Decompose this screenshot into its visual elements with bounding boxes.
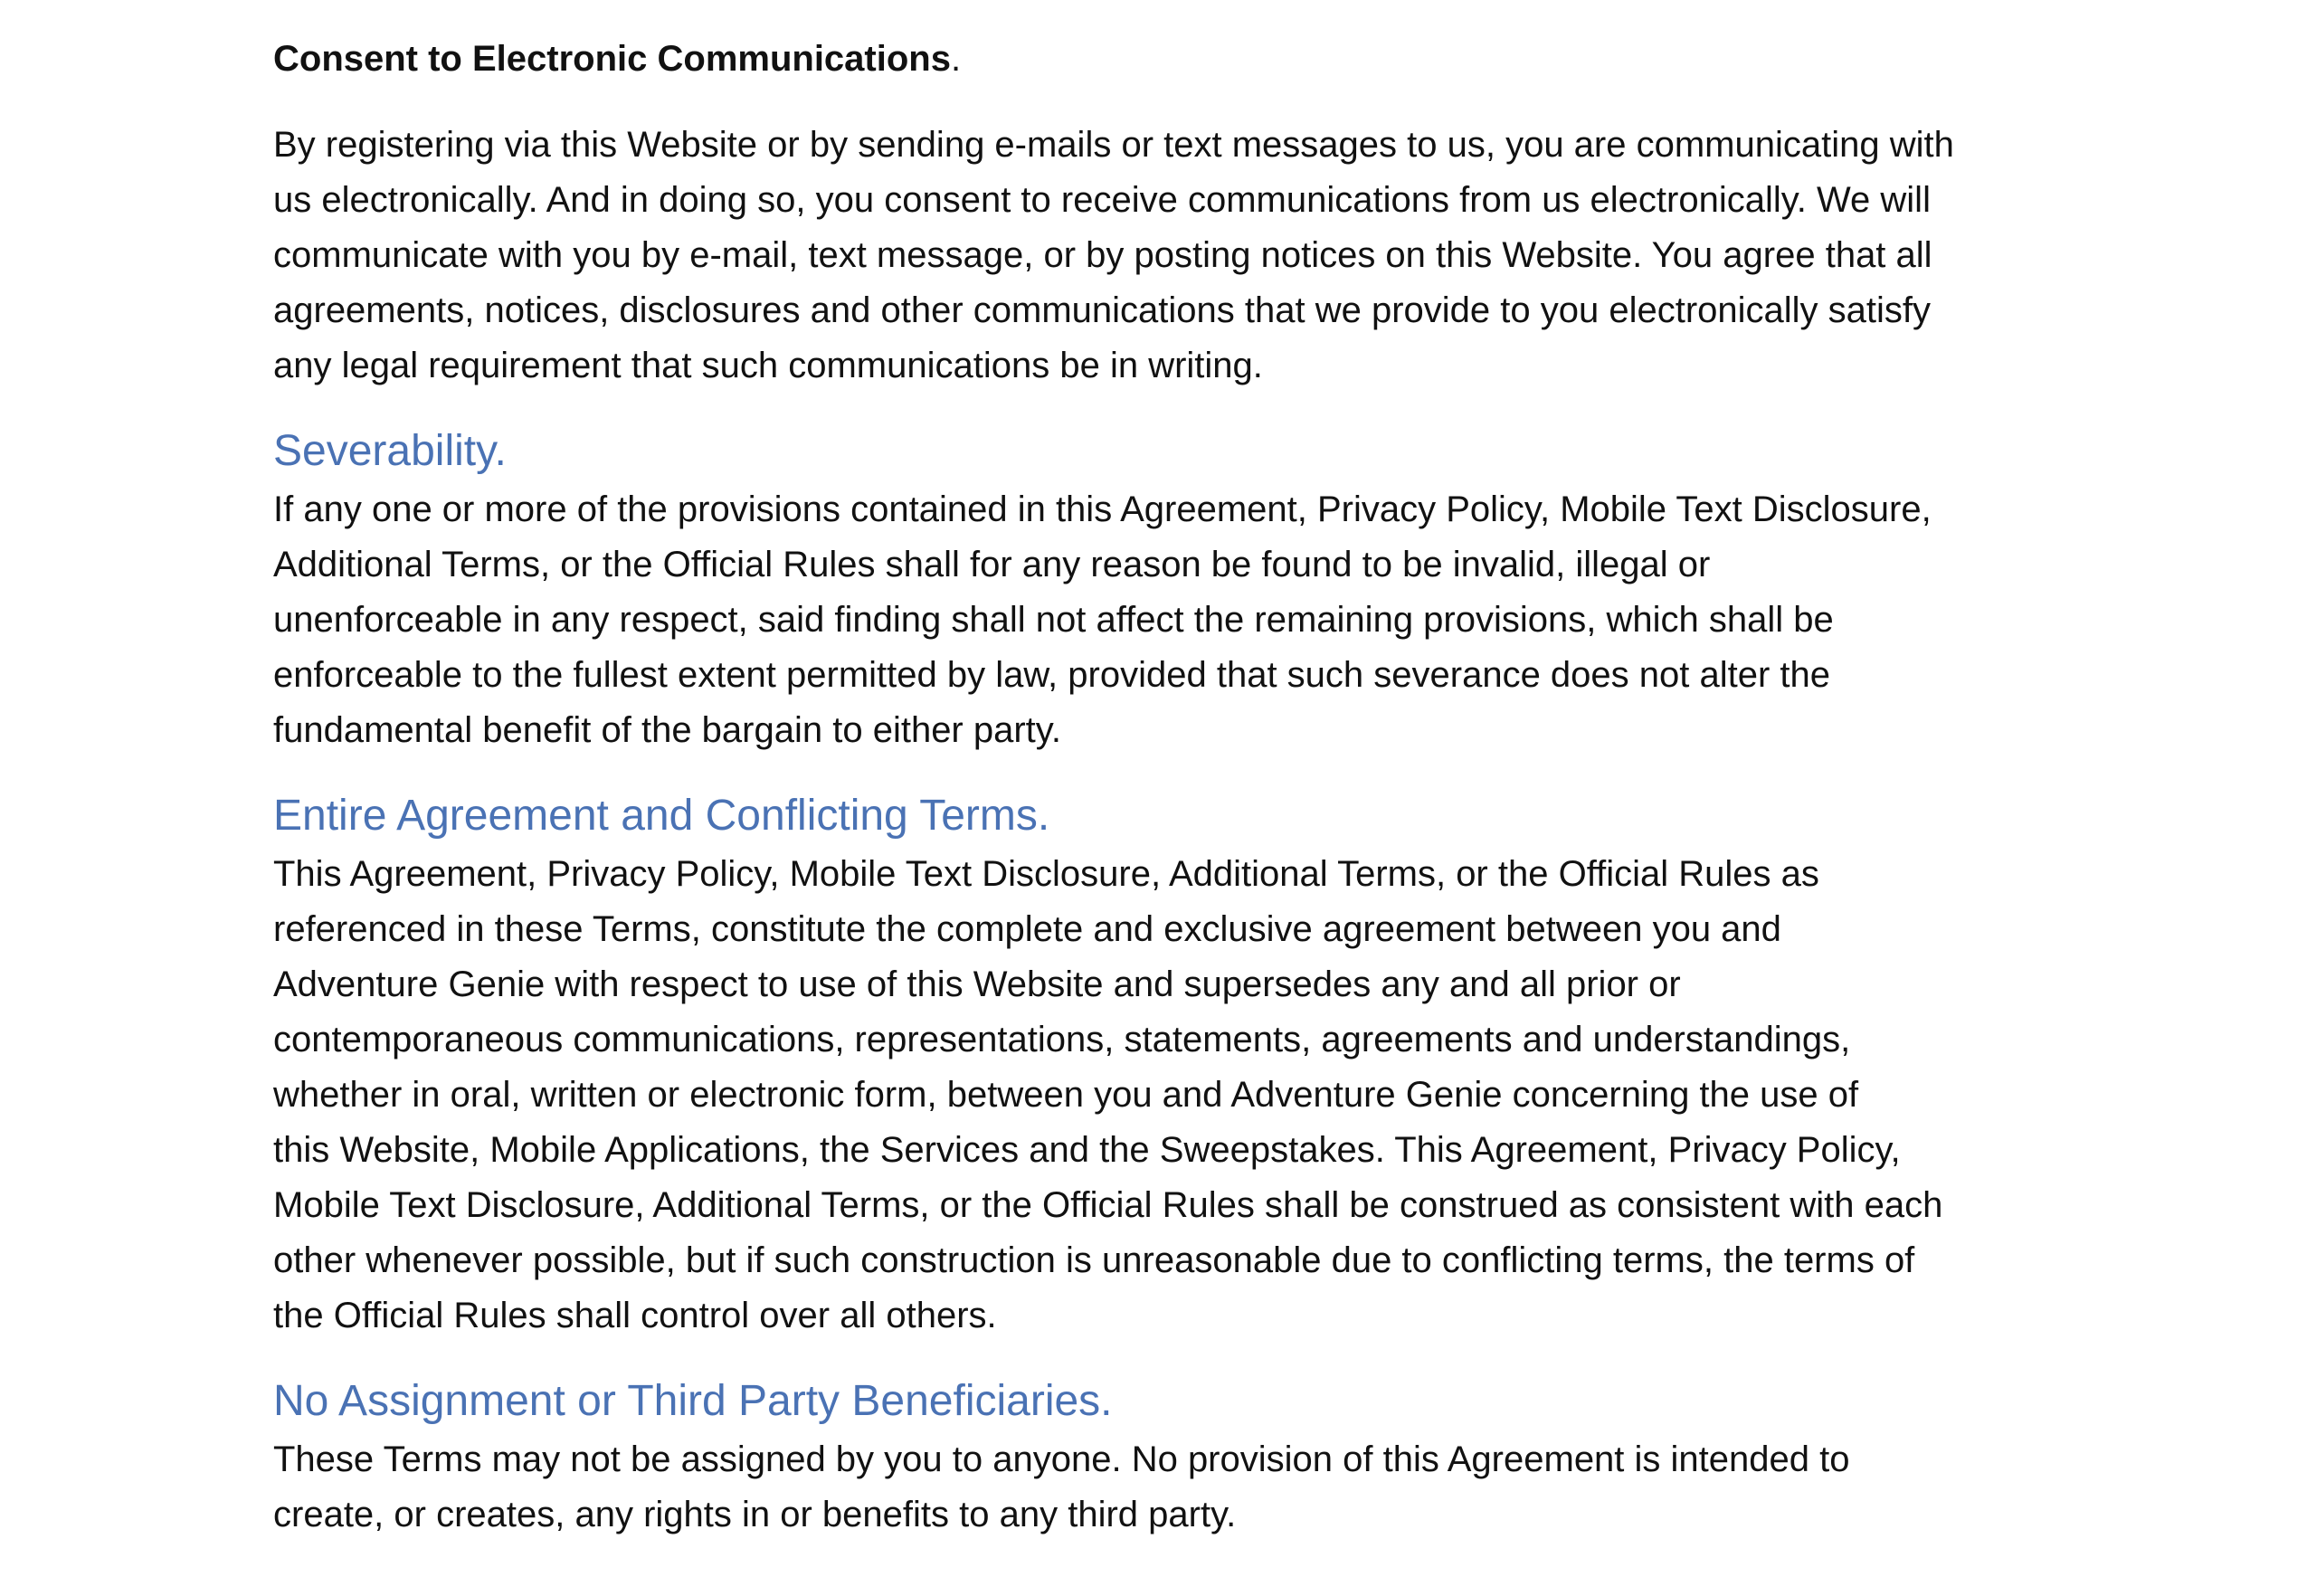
no-assignment-line: These Terms may not be assigned by you to anyone. No provision of this Agreement is intended to [273,1439,1850,1479]
consent-line: us electronically. And in doing so, you consent to receive communications from us electronically. We will [273,180,1931,220]
severability-line: enforceable to the fullest extent permitted by law, provided that such severance does not alter the [273,655,1831,695]
entire-agreement-line: other whenever possible, but if such construction is unreasonable due to conflicting terms, the terms of [273,1240,1915,1280]
entire-agreement-heading: Entire Agreement and Conflicting Terms. [273,792,1050,840]
entire-agreement-line: whether in oral, written or electronic form, between you and Adventure Genie concerning the use of [273,1075,1859,1115]
consent-line: By registering via this Website or by sending e-mails or text messages to us, you are communicating with [273,125,1954,165]
entire-agreement-line: the Official Rules shall control over all others. [273,1296,997,1335]
severability-line: unenforceable in any respect, said finding shall not affect the remaining provisions, which shall be [273,600,1834,640]
document-page [273,34,2065,1543]
severability-line: If any one or more of the provisions contained in this Agreement, Privacy Policy, Mobile Text Disclosure, [273,489,1932,529]
consent-heading-punct: . [950,39,962,79]
severability-line: fundamental benefit of the bargain to either party. [273,710,1061,750]
consent-line: communicate with you by e-mail, text message, or by posting notices on this Website. You agree that all [273,235,1932,275]
entire-agreement-line: Adventure Genie with respect to use of this Website and supersedes any and all prior or [273,964,1681,1004]
consent-line: any legal requirement that such communications be in writing. [273,346,1263,385]
entire-agreement-line: this Website, Mobile Applications, the Services and the Sweepstakes. This Agreement, Privacy Policy, [273,1130,1901,1170]
severability-heading: Severability. [273,427,507,475]
severability-line: Additional Terms, or the Official Rules shall for any reason be found to be invalid, illegal or [273,545,1711,584]
consent-line: agreements, notices, disclosures and other communications that we provide to you electronically satisfy [273,290,1932,330]
consent-heading [273,34,2065,83]
entire-agreement-line: contemporaneous communications, representations, statements, agreements and understandings, [273,1020,1851,1059]
consent-paragraph [273,118,2065,394]
entire-agreement-paragraph [273,847,2065,1344]
entire-agreement-line: Mobile Text Disclosure, Additional Terms, or the Official Rules shall be construed as consistent with each [273,1185,1943,1225]
consent-heading-text: Consent to Electronic Communications [273,39,951,79]
no-assignment-paragraph [273,1432,2065,1543]
entire-agreement-line: This Agreement, Privacy Policy, Mobile Text Disclosure, Additional Terms, or the Official Rules as [273,854,1819,894]
no-assignment-line: create, or creates, any rights in or benefits to any third party. [273,1495,1237,1534]
no-assignment-heading: No Assignment or Third Party Beneficiaries. [273,1377,1113,1425]
severability-paragraph [273,482,2065,758]
entire-agreement-line: referenced in these Terms, constitute the complete and exclusive agreement between you and [273,909,1781,949]
